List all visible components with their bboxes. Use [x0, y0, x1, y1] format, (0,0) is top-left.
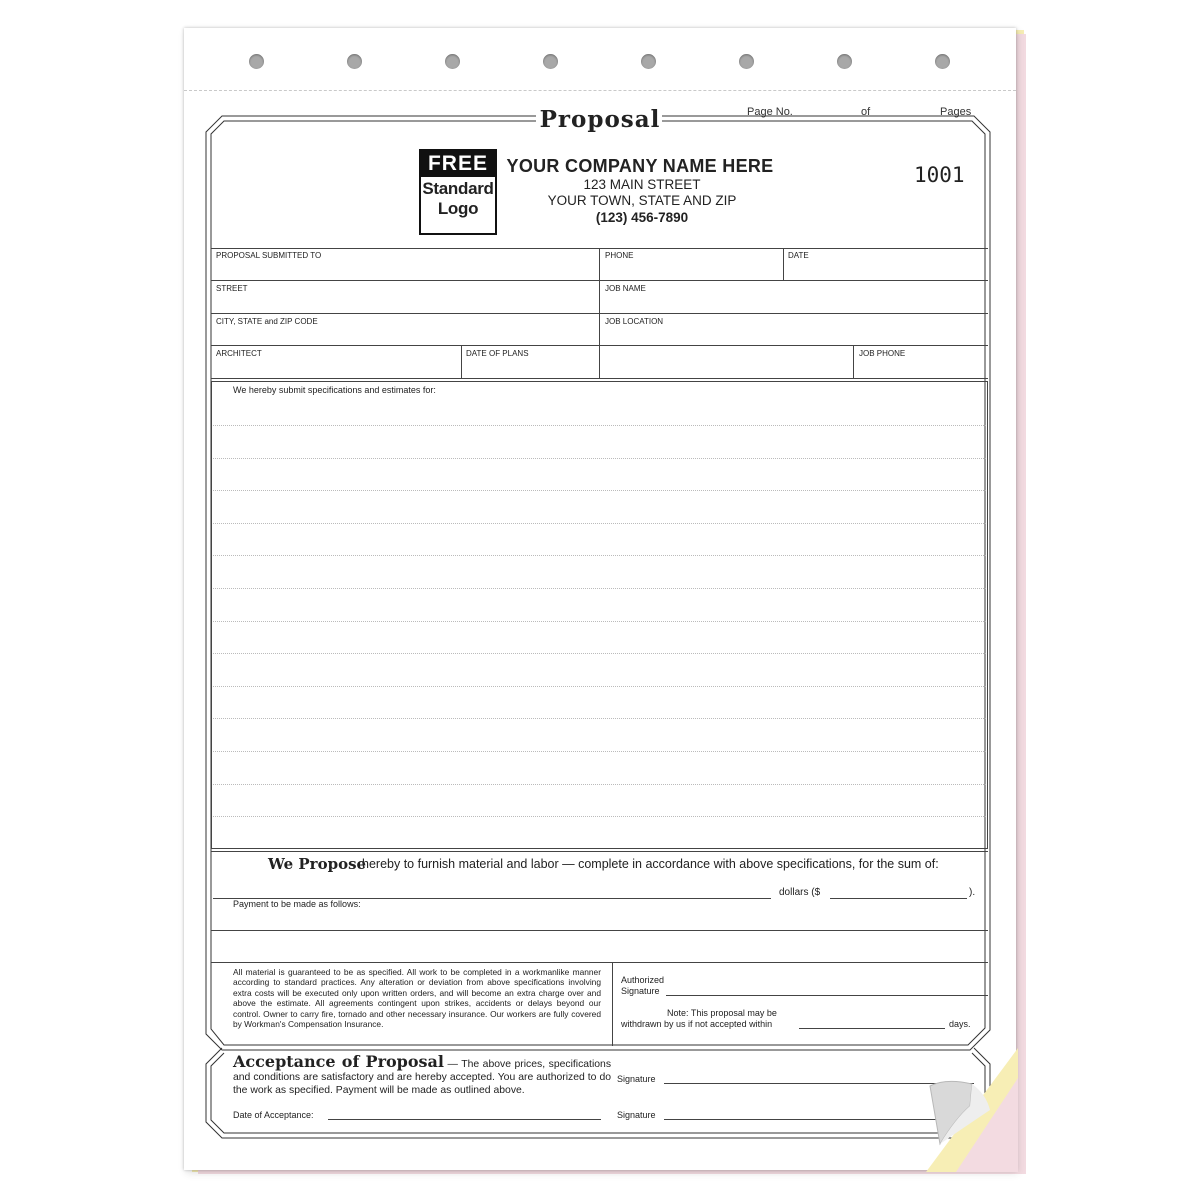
days-label: days. [949, 1019, 971, 1029]
company-phone: (123) 456-7890 [595, 210, 689, 225]
grid-line [211, 851, 988, 852]
logo-line-standard: Standard [422, 179, 494, 198]
field-proposal-submitted-to[interactable]: PROPOSAL SUBMITTED TO [216, 251, 322, 260]
note-line-2: withdrawn by us if not accepted within [621, 1019, 773, 1029]
specification-line[interactable] [213, 621, 986, 622]
logo-line-logo: Logo [437, 199, 479, 218]
acceptance-text: — The above prices, specifications and conditions are satisfactory and are hereby accepted. You are authorized to do the work as specified. Payment will be made as outlined above. [233, 1059, 612, 1096]
specification-line[interactable] [213, 784, 986, 785]
authorized-signature-label: Signature [621, 986, 660, 996]
acceptance-signature-2-label: Signature [617, 1110, 656, 1120]
specification-line[interactable] [213, 816, 986, 817]
acceptance-signature-1-label: Signature [617, 1074, 656, 1084]
pages-label: Pages [940, 106, 972, 118]
field-date-of-plans[interactable]: DATE OF PLANS [466, 349, 529, 358]
specification-line[interactable] [213, 458, 986, 459]
field-date[interactable]: DATE [788, 251, 809, 260]
specification-line[interactable] [213, 653, 986, 654]
field-phone[interactable]: PHONE [605, 251, 634, 260]
grid-line [612, 962, 613, 1046]
page-curl [926, 1048, 1018, 1172]
field-job-name[interactable]: JOB NAME [605, 284, 646, 293]
of-label: of [861, 106, 871, 118]
specification-line[interactable] [213, 555, 986, 556]
page-no-label: Page No. [747, 106, 793, 118]
dollars-label: dollars ($ [779, 887, 821, 898]
acceptance-block [233, 1054, 611, 1097]
dollars-close: ). [969, 887, 976, 898]
field-job-phone[interactable]: JOB PHONE [859, 349, 906, 358]
date-of-acceptance-label: Date of Acceptance: [233, 1110, 314, 1120]
company-street: 123 MAIN STREET [583, 177, 701, 192]
logo-free-text: FREE [421, 151, 495, 177]
specification-line[interactable] [213, 751, 986, 752]
we-propose-heading: We Propose [268, 855, 367, 873]
form-title: Proposal [539, 106, 661, 133]
grid-line [599, 248, 600, 378]
field-architect[interactable]: ARCHITECT [216, 349, 262, 358]
grid-line [211, 930, 988, 931]
specification-line[interactable] [213, 686, 986, 687]
company-name: YOUR COMPANY NAME HERE [506, 156, 774, 176]
days-line[interactable] [799, 1028, 945, 1029]
specification-line[interactable] [213, 718, 986, 719]
grid-line [461, 345, 462, 378]
note-line-1: Note: This proposal may be [667, 1008, 777, 1018]
sum-amount-line[interactable] [830, 898, 967, 899]
serial-number: 1001 [914, 163, 965, 187]
payment-label: Payment to be made as follows: [233, 899, 361, 909]
date-of-acceptance-line[interactable] [328, 1119, 601, 1120]
grid-line [211, 378, 988, 379]
company-city: YOUR TOWN, STATE AND ZIP [547, 193, 737, 208]
we-propose-text: hereby to furnish material and labor — complete in accordance with above specifications, for the sum of: [362, 857, 939, 871]
field-job-location[interactable]: JOB LOCATION [605, 317, 664, 326]
specification-line[interactable] [213, 588, 986, 589]
authorized-signature-line[interactable] [666, 995, 988, 996]
acceptance-heading: Acceptance of Proposal [233, 1052, 444, 1071]
field-city-state-zip[interactable]: CITY, STATE and ZIP CODE [216, 317, 318, 326]
grid-line [853, 345, 854, 378]
guarantee-terms: All material is guaranteed to be as specified. All work to be completed in a workmanlike manner according to standard practices. Any alteration or deviation from above specifications involving extra costs will be executed only upon written orders, and will become an extra charge over and above the estimate. All agreements contingent upon strikes, accidents or delays beyond our control. Owner to carry fire, tornado and other necessary insurance. Our workers are fully covered by Workman's Compensation Insurance. [233, 967, 601, 1030]
specifications-area[interactable] [211, 381, 988, 849]
authorized-label: Authorized [621, 975, 665, 985]
grid-line [211, 962, 988, 963]
specification-line[interactable] [213, 425, 986, 426]
specification-line[interactable] [213, 490, 986, 491]
specifications-intro: We hereby submit specifications and estimates for: [233, 385, 436, 395]
specification-line[interactable] [213, 523, 986, 524]
field-street[interactable]: STREET [216, 284, 248, 293]
grid-line [783, 248, 784, 280]
